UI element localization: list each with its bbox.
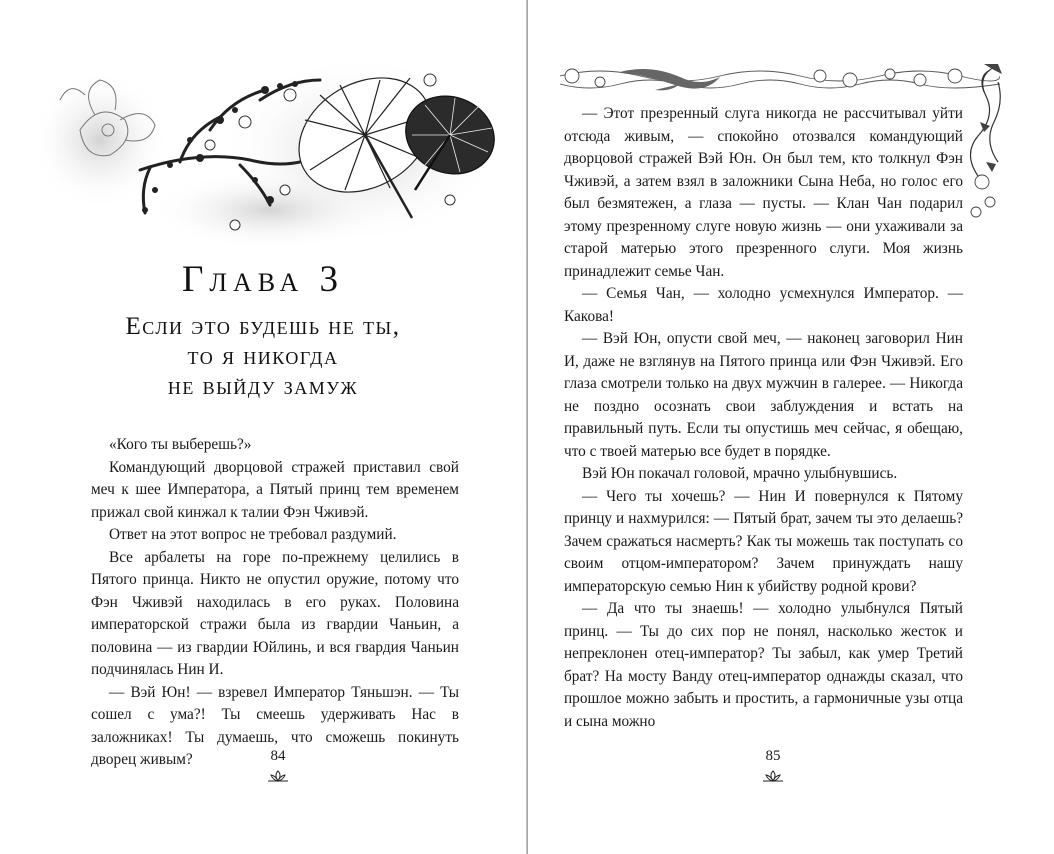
chapter-number: Глава 3 xyxy=(181,259,345,300)
parasols-and-blossom-illustration xyxy=(40,40,500,255)
floral-dragon-border xyxy=(560,62,1000,102)
left-page-text xyxy=(91,434,459,772)
paragraph: — Семья Чан, — холодно усмехнулся Император. — Какова! xyxy=(564,285,963,325)
paragraph: Все арбалеты на горе по-прежнему целились в Пятого принца. Никто не опустил оружие, потому что Фэн Чживэй находилась в его руках. Половина императорской стражи была из гвардии Чаньин, а половина — из гвардии Юйлинь, и вся гвардия Чаньин подчинялась Нин И. xyxy=(91,548,459,678)
dragon-corner-ornament xyxy=(960,62,1004,222)
chapter-title xyxy=(0,312,526,402)
right-page-text xyxy=(564,103,963,733)
paragraph: Командующий дворцовой стражей приставил свой меч к шее Императора, а Пятый принц тем временем прижал свой кинжал к талии Фэн Чживэй. xyxy=(91,458,459,521)
paragraph: — Да что ты знаешь! — холодно улыбнулся Пятый принц. — Ты до сих пор не понял, насколько жесток и непреклонен отец-император? Ты забыл, как умер Третий брат? На мосту Ванду отец-император однажды сказал, что прошлое можно забыть и простить, а гармоничные узы отца и сына можно xyxy=(564,600,963,730)
chapter-title-line: то я никогда xyxy=(187,343,339,370)
chapter-title-line: не выйду замуж xyxy=(167,373,359,400)
paragraph: «Кого ты выберешь?» xyxy=(109,436,252,453)
paragraph: — Вэй Юн! — взревел Император Тяньшэн. — Ты сошел с ума?! Ты смеешь удерживать Нас в заложниках! Ты думаешь, что сможешь покинуть дворец живым? xyxy=(91,683,459,768)
paragraph: Ответ на этот вопрос не требовал раздумий. xyxy=(109,526,397,543)
paragraph: — Вэй Юн, опусти свой меч, — наконец заговорил Нин И, даже не взглянув на Пятого принца или Фэн Чживэй. Его глаза смотрели только на двух мужчин в галерее. — Никогда не поздно осознать свои заблуждения и встать на правильный путь. Если ты опустишь меч сейчас, я обещаю, что с твоей матерью все будет в порядке. xyxy=(564,330,963,460)
lotus-icon xyxy=(266,770,290,782)
page-number: 84 xyxy=(270,748,286,764)
chapter-title-line: Если это будешь не ты, xyxy=(125,313,401,340)
paragraph: — Этот презренный слуга никогда не рассчитывал уйти отсюда живым, — спокойно отозвался командующий дворцовой стражей Вэй Юн. Он был тем, кто толкнул Фэн Чживэй, а затем взял в заложники Сына Неба, но голос его был безмятежен, а глаза — пусты. — Клан Чан подарил этому презренному слуге новую жизнь — они ухаживали за старой матерью этого презренного слуги. Моя жизнь принадлежит семье Чан. xyxy=(564,105,963,280)
paragraph: — Чего ты хочешь? — Нин И повернулся к Пятому принцу и нахмурился: — Пятый брат, зачем ты это делаешь? Зачем сражаться насмерть? Как ты можешь так поступать со своим отцом-императором? Зачем принуждать нашу императорскую семью Нин к убийству родной крови? xyxy=(564,487,963,595)
left-page xyxy=(0,0,526,854)
page-number: 85 xyxy=(765,748,781,764)
lotus-icon xyxy=(761,770,785,782)
paragraph: Вэй Юн покачал головой, мрачно улыбнувшись. xyxy=(582,465,898,482)
